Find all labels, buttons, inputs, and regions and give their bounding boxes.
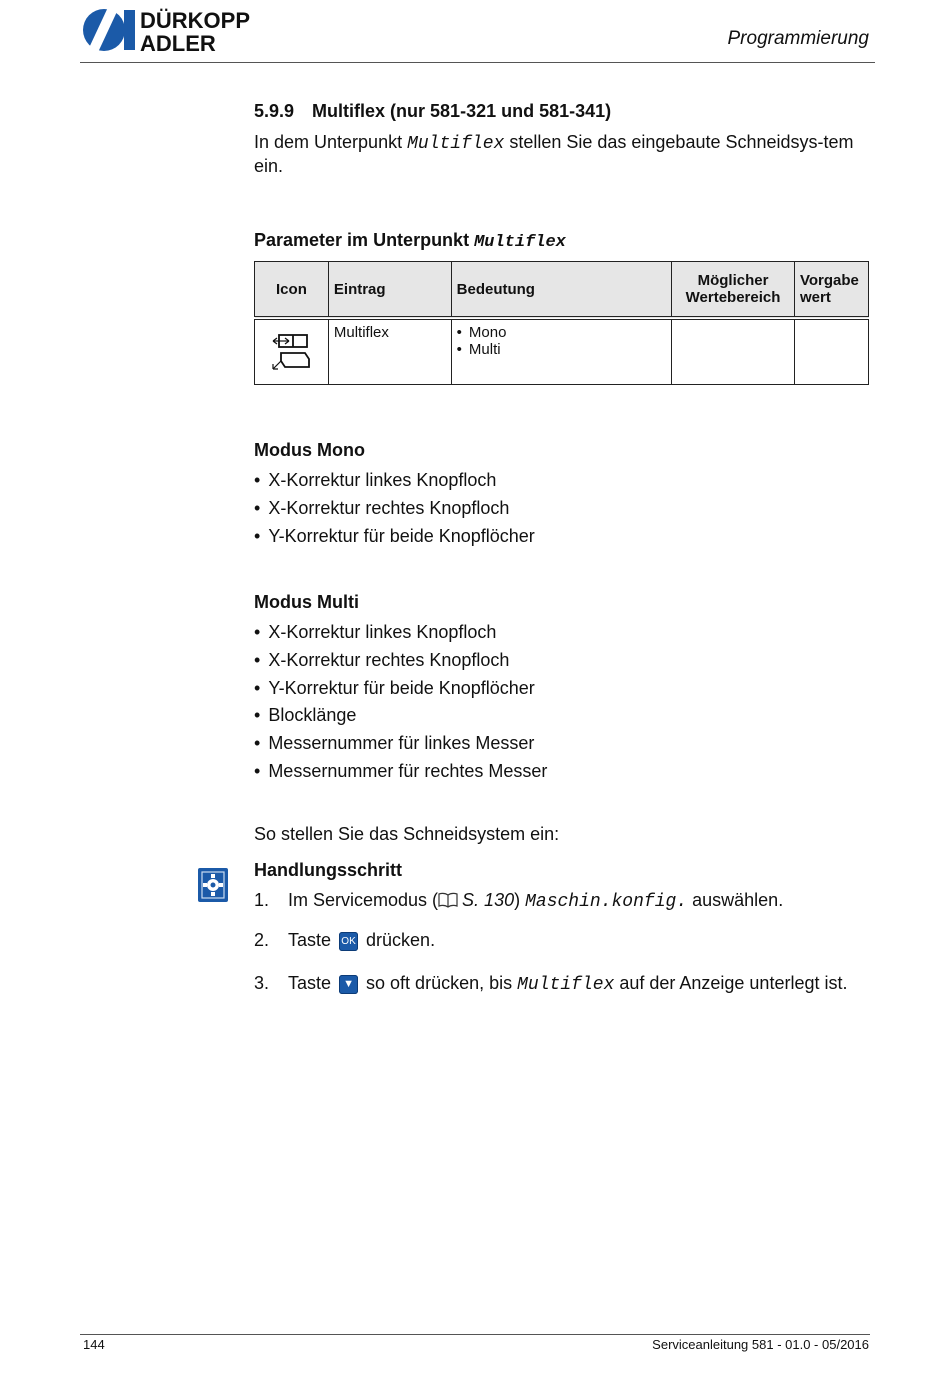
section-number: 5.9.9 — [254, 101, 295, 121]
book-reference-icon — [438, 892, 458, 908]
step-number: 2. — [254, 930, 270, 950]
list-item: • Y-Korrektur für beide Knopflöcher — [254, 675, 547, 703]
modus-multi-title: Modus Multi — [254, 592, 359, 612]
cell-bedeutung — [451, 318, 671, 385]
section-title — [254, 101, 611, 122]
intro-paragraph: In dem Unterpunkt Multiflex stellen Sie das eingebaute Schneidsys-tem ein. — [254, 132, 854, 176]
modus-mono-title: Modus Mono — [254, 440, 365, 460]
header-title: Programmierung — [727, 28, 869, 49]
ok-key-icon: OK — [339, 932, 358, 951]
svg-text:ADLER: ADLER — [140, 31, 216, 54]
action-steps-icon — [198, 868, 228, 902]
list-item: • Messernummer für linkes Messer — [254, 730, 547, 758]
cell-icon — [255, 318, 329, 385]
header-divider — [80, 62, 875, 63]
arrow-down-key-icon: ▼ — [339, 975, 358, 994]
param-heading-code: Multiflex — [474, 233, 566, 252]
modus-multi-list — [254, 619, 547, 786]
multiflex-icon — [271, 329, 311, 371]
col-header-icon: Icon — [255, 262, 329, 319]
steps-title: Handlungsschritt — [254, 860, 403, 880]
page-number: 144 — [83, 1337, 105, 1352]
list-item: • X-Korrektur linkes Knopfloch — [254, 619, 547, 647]
list-item: • Blocklänge — [254, 702, 547, 730]
col-header-wertebereich: Möglicher Wertebereich — [672, 262, 795, 319]
table-row — [255, 318, 869, 385]
intro-code: Multiflex — [407, 134, 505, 154]
cell-vorgabewert — [794, 318, 868, 385]
step-number: 3. — [254, 973, 270, 993]
list-item: • X-Korrektur rechtes Knopfloch — [254, 495, 535, 523]
step-3: 3. Taste ▼ so oft drücken, bis Multiflex auf der Anzeige unterlegt ist. — [254, 973, 848, 995]
bedeutung-item: • Mono — [457, 324, 666, 341]
page-reference: S. 130 — [462, 890, 515, 910]
howto-text: So stellen Sie das Schneidsystem ein: — [254, 824, 560, 844]
bedeutung-item: • Multi — [457, 341, 666, 358]
menu-code: Multiflex — [517, 975, 615, 995]
step-number: 1. — [254, 890, 270, 910]
svg-text:DÜRKOPP: DÜRKOPP — [140, 8, 251, 33]
param-table-heading: Parameter im Unterpunkt Multiflex — [254, 230, 566, 252]
cell-wertebereich — [672, 318, 795, 385]
col-header-vorgabewert: Vorgabe wert — [794, 262, 868, 319]
table-header-row — [255, 262, 869, 319]
footer-divider — [80, 1334, 870, 1335]
section-heading: Multiflex (nur 581-321 und 581-341) — [312, 101, 612, 121]
list-item: • X-Korrektur linkes Knopfloch — [254, 467, 535, 495]
step-2: 2. Taste OK drücken. — [254, 930, 436, 950]
cell-eintrag: Multiflex — [328, 318, 451, 385]
step-1: 1. Im Servicemodus ( S. 130) Maschin.konfig. auswählen. — [254, 890, 784, 912]
col-header-eintrag: Eintrag — [328, 262, 451, 319]
duerkopp-adler-logo — [80, 6, 280, 54]
list-item: • X-Korrektur rechtes Knopfloch — [254, 647, 547, 675]
param-table — [254, 261, 869, 385]
col-header-bedeutung: Bedeutung — [451, 262, 671, 319]
list-item: • Y-Korrektur für beide Knopflöcher — [254, 523, 535, 551]
document-id: Serviceanleitung 581 - 01.0 - 05/2016 — [652, 1337, 869, 1352]
modus-mono-list — [254, 467, 535, 550]
menu-code: Maschin.konfig. — [525, 892, 688, 912]
list-item: • Messernummer für rechtes Messer — [254, 758, 547, 786]
